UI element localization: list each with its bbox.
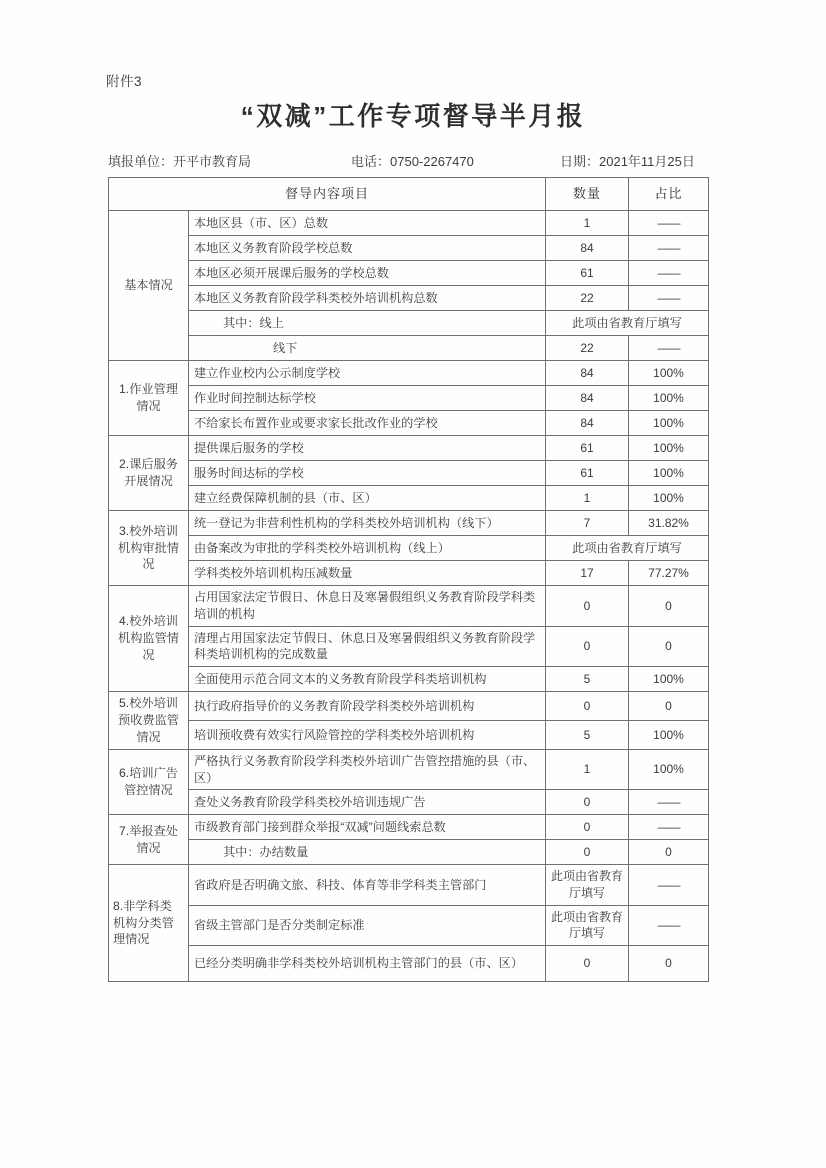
row-item-label: 省级主管部门是否分类制定标准 [189,905,546,945]
group-label: 4.校外培训机构监管情况 [109,586,189,692]
row-quantity: 1 [546,486,629,511]
row-ratio [629,211,709,236]
table-row [109,749,709,790]
table-row [109,461,709,486]
group-label: 2.课后服务开展情况 [109,436,189,511]
table-row [109,386,709,411]
header-quantity: 数量 [546,178,629,211]
row-item-label: 清理占用国家法定节假日、休息日及寒暑假组织义务教育阶段学科类培训机构的完成数量 [189,626,546,667]
row-item-label: 统一登记为非营利性机构的学科类校外培训机构（线下） [189,511,546,536]
row-ratio: 100% [629,386,709,411]
dash-placeholder: —— [657,265,680,280]
row-ratio: 100% [629,749,709,790]
row-item-label: 由备案改为审批的学科类校外培训机构（线上） [189,536,546,561]
dash-placeholder: —— [657,795,680,810]
group-label: 1.作业管理情况 [109,361,189,436]
table-row [109,790,709,815]
row-ratio: 77.27% [629,561,709,586]
row-quantity: 0 [546,586,629,627]
row-ratio: 0 [629,586,709,627]
row-item-label: 培训预收费有效实行风险管控的学科类校外培训机构 [189,721,546,750]
row-ratio: 100% [629,486,709,511]
table-row [109,236,709,261]
row-item-label: 本地区义务教育阶段学科类校外培训机构总数 [189,286,546,311]
row-quantity: 0 [546,626,629,667]
row-item-label: 占用国家法定节假日、休息日及寒暑假组织义务教育阶段学科类培训的机构 [189,586,546,627]
group-label: 基本情况 [109,211,189,361]
row-ratio: 31.82% [629,511,709,536]
group-label: 7.举报查处情况 [109,815,189,865]
row-item-label: 建立经费保障机制的县（市、区） [189,486,546,511]
row-ratio: 0 [629,840,709,865]
row-quantity: 7 [546,511,629,536]
row-ratio [629,905,709,945]
table-row [109,626,709,667]
table-row [109,436,709,461]
table-row [109,945,709,981]
row-item-label: 其中：办结数量 [189,840,546,865]
document-meta [108,151,708,169]
dash-placeholder: —— [657,917,680,932]
row-quantity: 84 [546,361,629,386]
row-quantity: 0 [546,945,629,981]
row-ratio [629,790,709,815]
row-quantity: 61 [546,436,629,461]
table-row [109,667,709,692]
page-title: “双减”工作专项督导半月报 [240,101,586,131]
table-row [109,815,709,840]
row-quantity: 此项由省教育厅填写 [546,905,629,945]
row-item-label: 学科类校外培训机构压减数量 [189,561,546,586]
row-ratio: 0 [629,626,709,667]
row-ratio [629,336,709,361]
row-ratio: 100% [629,411,709,436]
table-row [109,311,709,336]
table-row [109,261,709,286]
dash-placeholder: —— [657,877,680,892]
row-quantity: 61 [546,461,629,486]
row-quantity: 5 [546,721,629,750]
dash-placeholder: —— [657,820,680,835]
row-item-label: 严格执行义务教育阶段学科类校外培训广告管控措施的县（市、区） [189,749,546,790]
reporting-unit: 填报单位：开平市教育局 [108,154,252,169]
dash-placeholder: —— [657,340,680,355]
row-quantity: 5 [546,667,629,692]
table-row [109,286,709,311]
attachment-label: 附件3 [106,74,143,89]
row-quantity: 84 [546,411,629,436]
row-quantity: 1 [546,211,629,236]
dash-placeholder: —— [657,215,680,230]
row-quantity: 22 [546,336,629,361]
group-label: 8.非学科类机构分类管理情况 [109,865,189,981]
table-row [109,692,709,721]
row-item-label: 建立作业校内公示制度学校 [189,361,546,386]
row-quantity: 1 [546,749,629,790]
header-ratio: 占比 [629,178,709,211]
row-province-note: 此项由省教育厅填写 [546,311,709,336]
table-row [109,905,709,945]
row-item-label: 线下 [189,336,546,361]
row-item-label: 提供课后服务的学校 [189,436,546,461]
row-quantity: 84 [546,386,629,411]
row-quantity: 此项由省教育厅填写 [546,865,629,905]
table-row [109,336,709,361]
row-ratio [629,815,709,840]
table-row [109,511,709,536]
row-ratio: 100% [629,436,709,461]
table-row [109,865,709,905]
dash-placeholder: —— [657,290,680,305]
row-ratio [629,236,709,261]
row-quantity: 61 [546,261,629,286]
row-item-label: 查处义务教育阶段学科类校外培训违规广告 [189,790,546,815]
group-label: 3.校外培训机构审批情况 [109,511,189,586]
row-item-label: 服务时间达标的学校 [189,461,546,486]
row-item-label: 作业时间控制达标学校 [189,386,546,411]
table-row [109,561,709,586]
contact-phone: 电话：0750-2267470 [351,154,474,169]
table-row [109,536,709,561]
row-ratio: 100% [629,461,709,486]
row-ratio: 100% [629,667,709,692]
row-ratio: 100% [629,361,709,386]
row-item-label: 本地区县（市、区）总数 [189,211,546,236]
row-ratio [629,261,709,286]
row-item-label: 全面使用示范合同文本的义务教育阶段学科类培训机构 [189,667,546,692]
group-label: 5.校外培训预收费监管情况 [109,692,189,749]
row-quantity: 0 [546,840,629,865]
row-quantity: 0 [546,815,629,840]
row-province-note: 此项由省教育厅填写 [546,536,709,561]
header-content: 督导内容项目 [109,178,546,211]
table-row [109,486,709,511]
row-quantity: 22 [546,286,629,311]
row-item-label: 本地区义务教育阶段学校总数 [189,236,546,261]
row-quantity: 17 [546,561,629,586]
row-item-label: 省政府是否明确文旅、科技、体育等非学科类主管部门 [189,865,546,905]
row-quantity: 0 [546,790,629,815]
row-ratio: 100% [629,721,709,750]
table-row [109,411,709,436]
row-item-label: 其中：线上 [189,311,546,336]
report-date: 日期：2021年11月25日 [560,154,695,169]
table-row [109,361,709,386]
group-label: 6.培训广告管控情况 [109,749,189,815]
table-row [109,211,709,236]
table-header-row [109,178,709,211]
row-ratio [629,865,709,905]
row-ratio: 0 [629,692,709,721]
table-row [109,586,709,627]
row-item-label: 本地区必须开展课后服务的学校总数 [189,261,546,286]
row-item-label: 执行政府指导价的义务教育阶段学科类校外培训机构 [189,692,546,721]
row-item-label: 市级教育部门接到群众举报“双减”问题线索总数 [189,815,546,840]
row-item-label: 不给家长布置作业或要求家长批改作业的学校 [189,411,546,436]
supervision-report-table [108,177,709,982]
table-body [109,211,709,982]
dash-placeholder: —— [657,240,680,255]
table-row [109,721,709,750]
table-row [109,840,709,865]
row-quantity: 84 [546,236,629,261]
row-quantity: 0 [546,692,629,721]
row-ratio: 0 [629,945,709,981]
row-ratio [629,286,709,311]
row-item-label: 已经分类明确非学科类校外培训机构主管部门的县（市、区） [189,945,546,981]
